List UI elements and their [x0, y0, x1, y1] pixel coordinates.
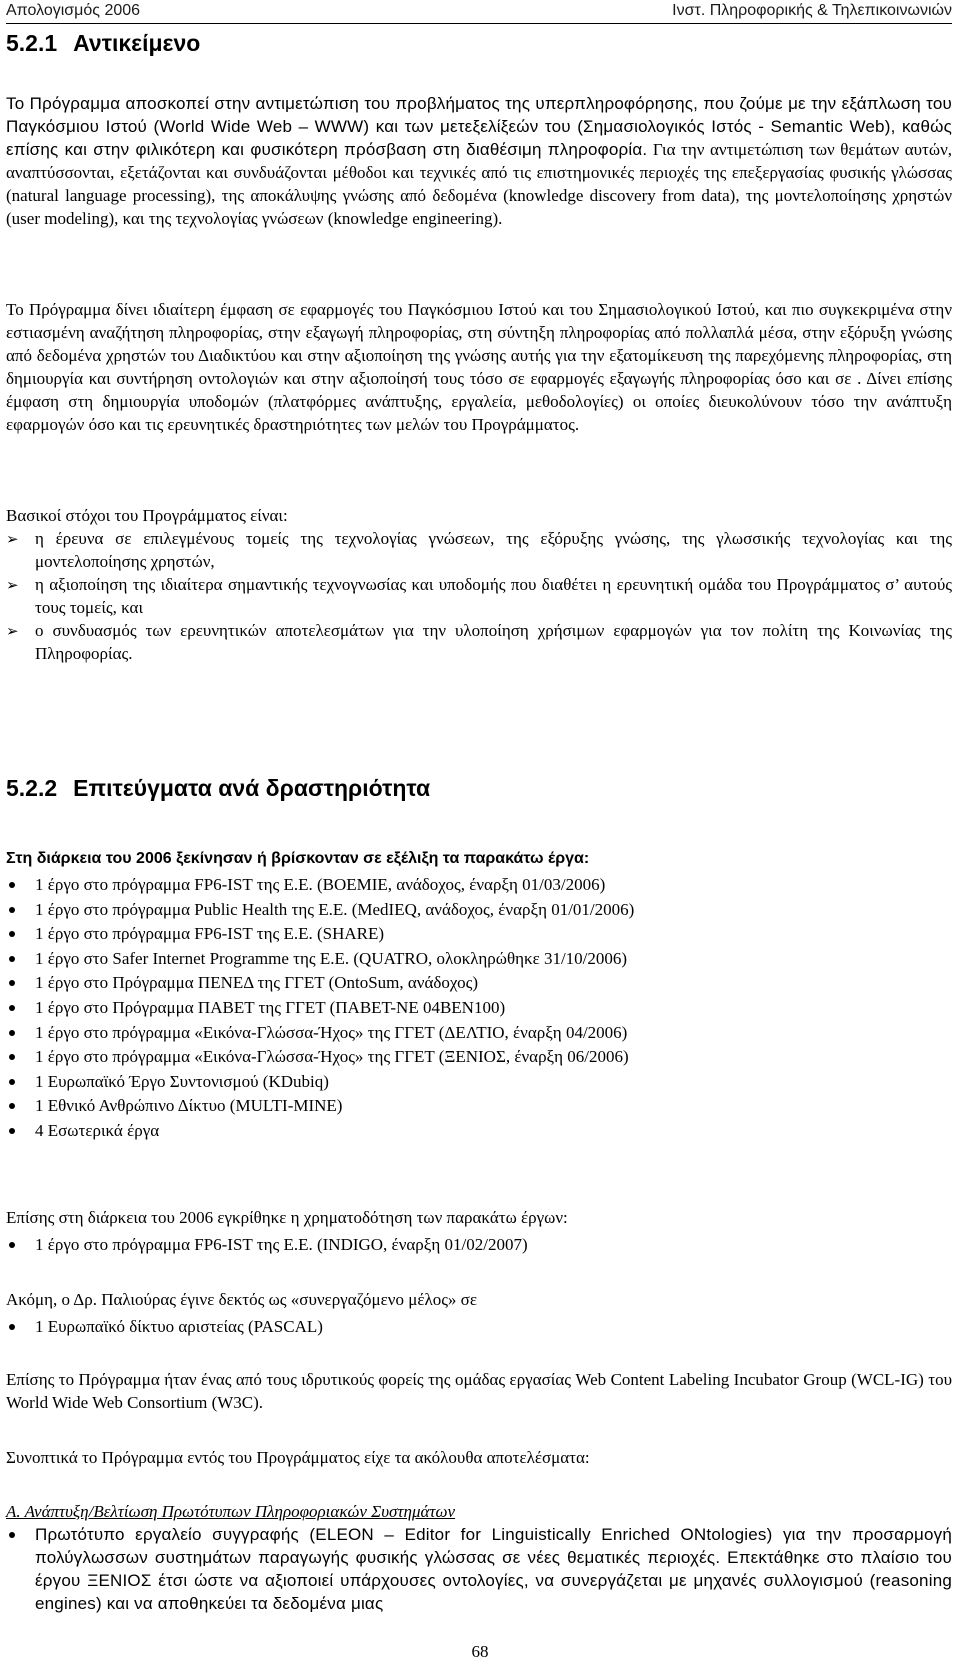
- list-item: [6, 528, 952, 574]
- paragraph-founding: Επίσης το Πρόγραμμα ήταν ένας από τους ιδρυτικούς φορείς της ομάδας εργασίας Web Content Labeling Incubator Group (WCL-IG) του World Wide Web Consortium (W3C).: [6, 1370, 952, 1412]
- list-item: 1 έργο στο πρόγραμμα FP6-IST της Ε.Ε. (INDIGO, έναρξη 01/02/2007): [6, 1233, 952, 1258]
- section-heading-5-2-2: [6, 775, 430, 802]
- paragraph-objective-sans: Το Πρόγραμμα αποσκοπεί στην αντιμετώπιση του προβλήματος της υπερπληροφόρησης, που ζούμε με την εξάπλωση του Παγκόσμιου Ιστού (World Wide Web – WWW) και των μετεξελίξεών του (Σημασιολογικός Ιστός - Semantic Web), καθώς επίσης και στην φιλικότερη και φυσικότερη πρόσβαση στη διαθέσιμη πληροφορία.: [6, 94, 952, 159]
- list-item: 1 Εθνικό Ανθρώπινο Δίκτυο (MULTI-MINE): [6, 1094, 952, 1119]
- list-item: 1 έργο στο πρόγραμμα FP6-IST της Ε.Ε. (BOEMIE, ανάδοχος, έναρξη 01/03/2006): [6, 873, 952, 898]
- list-item: Πρωτότυπο εργαλείο συγγραφής (ELEON – Editor for Linguistically Enriched ONtologies) για την προσαρμογή πολύγλωσσων συστημάτων παραγωγής φυσικής γλώσσας σε νέες θεματικές περιοχές. Επεκτάθηκε στο πλαίσιο του έργου ΞΕΝΙΟΣ έτσι ώστε να αξιοποιεί υπάρχουσες οντολογίες, να συνεργάζεται με μηχανές συλλογισμού (reasoning engines) και να αποθηκεύει τα δεδομένα μιας: [6, 1524, 952, 1616]
- arrow-bullet-icon: ➢: [6, 621, 19, 640]
- paragraph-objective-serif: Για την αντιμετώπιση των θεμάτων αυτών, αναπτύσσονται, εξετάζονται και συνδυάζονται μέθοδοι και τεχνικές από τις επιστημονικές περιοχές της επεξεργασίας φυσικής γλώσσας (natural language processing), της αποκάλυψης γνώσης από δεδομένα (knowledge discovery from data), της μοντελοποίησης χρηστών (user modeling), και της τεχνολογίας γνώσεων (knowledge engineering).: [6, 139, 953, 228]
- approved-list: [6, 1233, 952, 1258]
- member-list: [6, 1315, 952, 1340]
- section-title: Επιτεύγματα ανά δραστηριότητα: [73, 775, 431, 801]
- member-intro: Ακόμη, ο Δρ. Παλιούρας έγινε δεκτός ως «συνεργαζόμενο μέλος» σε: [6, 1290, 477, 1309]
- list-item: 1 Ευρωπαϊκό δίκτυο αριστείας (PASCAL): [6, 1315, 952, 1340]
- list-item: 1 έργο στο Safer Internet Programme της Ε.Ε. (QUATRO, ολοκληρώθηκε 31/10/2006): [6, 947, 952, 972]
- list-item: [6, 574, 952, 620]
- list-item: 1 Ευρωπαϊκό Έργο Συντονισμού (KDubiq): [6, 1070, 952, 1095]
- goal-text: η έρευνα σε επιλεγμένους τομείς της τεχνολογίας γνώσεων, της εξόρυξης γνώσης, της γλωσσικής τεχνολογίας και της μοντελοποίησης χρηστών,: [35, 529, 952, 571]
- list-item: 1 έργο στο πρόγραμμα Public Health της Ε.Ε. (MedIEQ, ανάδοχος, έναρξη 01/01/2006): [6, 898, 952, 923]
- section-heading-5-2-1: [6, 30, 200, 57]
- list-item: 1 έργο στο Πρόγραμμα ΠΑΒΕΤ της ΓΓΕΤ (ΠΑΒΕΤ-ΝΕ 04ΒΕΝ100): [6, 996, 952, 1021]
- projects-list: [6, 873, 952, 1144]
- list-item: 1 έργο στο Πρόγραμμα ΠΕΝΕΔ της ΓΓΕΤ (OntoSum, ανάδοχος): [6, 971, 952, 996]
- goal-text: η αξιοποίηση της ιδιαίτερα σημαντικής τεχνογνωσίας και υποδομής που διαθέτει η ερευνητική ομάδα του Προγράμματος σ’ αυτούς τους τομείς, και: [35, 574, 952, 617]
- list-item: 1 έργο στο πρόγραμμα FP6-IST της Ε.Ε. (SHARE): [6, 922, 952, 947]
- arrow-bullet-icon: ➢: [6, 530, 19, 548]
- header-right: Ινστ. Πληροφορικής & Τηλεπικοινωνιών: [672, 2, 952, 19]
- list-item: [6, 620, 952, 666]
- subsection-a-title: Α. Ανάπτυξη/Βελτίωση Πρωτότυπων Πληροφοριακών Συστημάτων: [6, 1502, 456, 1521]
- approved-intro: Επίσης στη διάρκεια του 2006 εγκρίθηκε η χρηματοδότηση των παρακάτω έργων:: [6, 1208, 568, 1227]
- paragraph-objective: [6, 93, 952, 230]
- goal-text: ο συνδυασμός των ερευνητικών αποτελεσμάτων για την υλοποίηση χρήσιμων εφαρμογών για τον πολίτη της Κοινωνίας της Πληροφορίας.: [35, 620, 952, 663]
- list-item: 1 έργο στο πρόγραμμα «Εικόνα-Γλώσσα-Ήχος» της ΓΓΕΤ (ΔΕΛΤΙΟ, έναρξη 04/2006): [6, 1021, 952, 1046]
- header-left: Απολογισμός 2006: [6, 2, 141, 19]
- arrow-bullet-icon: ➢: [6, 575, 19, 594]
- paragraph-emphasis: Το Πρόγραμμα δίνει ιδιαίτερη έμφαση σε εφαρμογές του Παγκόσμιου Ιστού και του Σημασιολογικού Ιστού, και πιο συγκεκριμένα στην εστιασμένη αναζήτηση πληροφορίας, στην εξαγωγή πληροφορίας, στη σύντηξη πληροφορίας από πολλαπλά μέσα, στην εξόρυξη γνώσης από δεδομένα χρηστών του Διαδικτύου και στην αξιοποίηση της γνώσης αυτής για την εξατομίκευση της παρεχόμενης πληροφορίας, στη δημιουργία και συντήρηση οντολογιών και στην αξιοποίησή τους τόσο σε εφαρμογές εξαγωγής πληροφορίας όσο και σε . Δίνει επίσης έμφαση στη δημιουργία υποδομών (πλατφόρμες ανάπτυξης, εργαλεία, μεθοδολογίες) οι οποίες διευκολύνουν τόσο την ανάπτυξη εφαρμογών όσο και τις ερευνητικές δραστηριότητες των μελών του Προγράμματος.: [6, 300, 952, 434]
- goals-intro: Βασικοί στόχοι του Προγράμματος είναι:: [6, 506, 288, 525]
- list-item: 4 Εσωτερικά έργα: [6, 1119, 952, 1144]
- goals-list: [6, 528, 952, 665]
- page-number: 68: [471, 1642, 489, 1661]
- summary-intro: Συνοπτικά το Πρόγραμμα εντός του Προγράμματος είχε τα ακόλουθα αποτελέσματα:: [6, 1448, 590, 1467]
- list-item: 1 έργο στο πρόγραμμα «Εικόνα-Γλώσσα-Ήχος» της ΓΓΕΤ (ΞΕΝΙΟΣ, έναρξη 06/2006): [6, 1045, 952, 1070]
- header-divider: [6, 23, 952, 24]
- page-header: [6, 2, 952, 24]
- section-number: 5.2.1: [6, 30, 58, 56]
- systems-list: [6, 1524, 952, 1616]
- projects-lead: Στη διάρκεια του 2006 ξεκίνησαν ή βρίσκονταν σε εξέλιξη τα παρακάτω έργα:: [6, 850, 590, 867]
- section-number: 5.2.2: [6, 775, 58, 801]
- section-title: Αντικείμενο: [73, 30, 201, 56]
